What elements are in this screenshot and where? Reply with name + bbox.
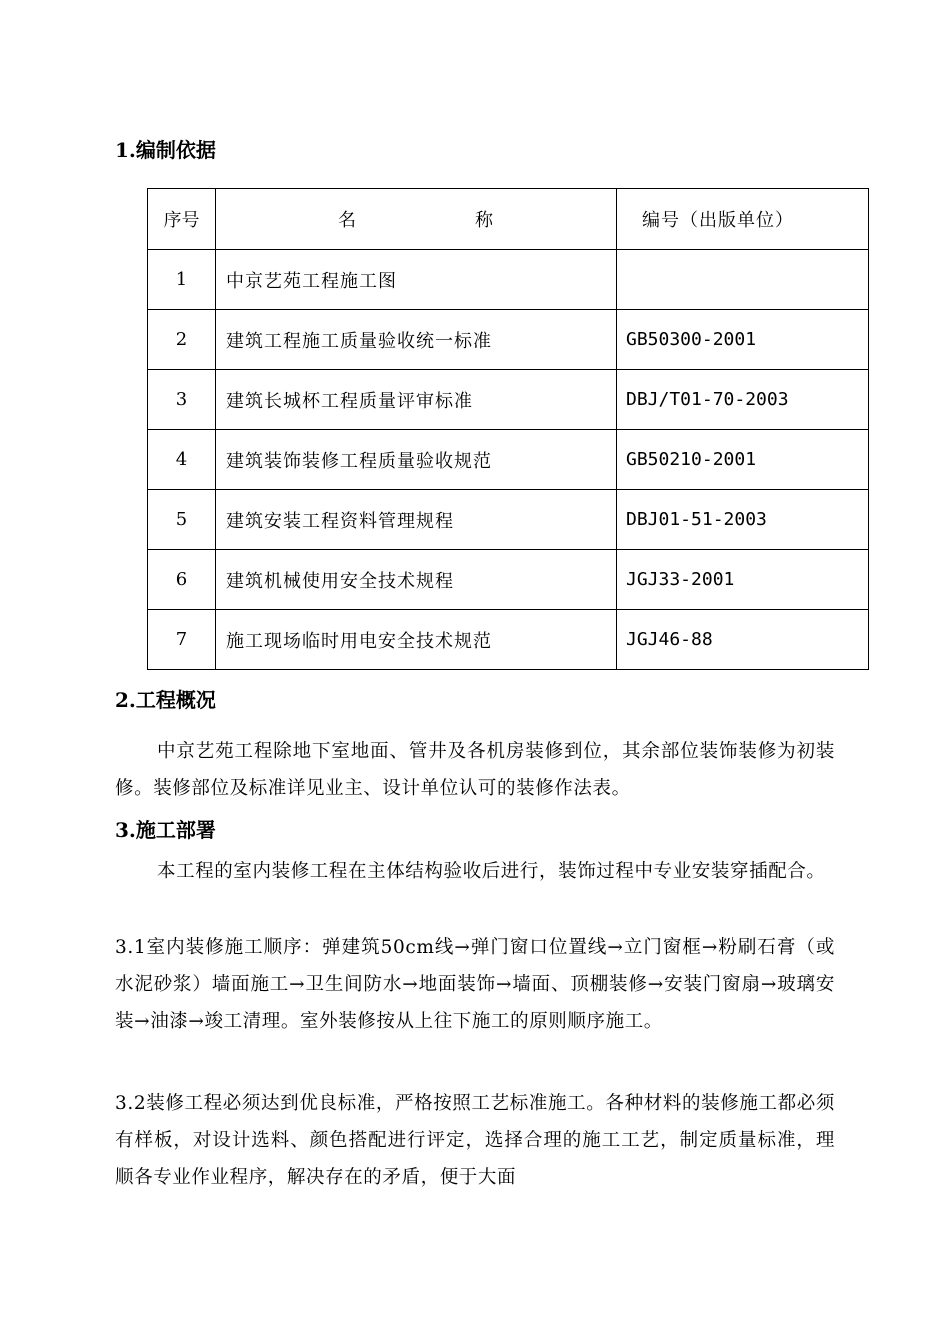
row-code: GB50300-2001	[617, 310, 869, 370]
table-row	[148, 550, 869, 610]
header-name-right: 称	[475, 210, 494, 231]
row-code	[617, 250, 869, 310]
table-row	[148, 310, 869, 370]
row-no: 4	[148, 430, 216, 490]
row-no: 6	[148, 550, 216, 610]
row-no: 1	[148, 250, 216, 310]
row-code: JGJ46-88	[617, 610, 869, 670]
section-title-deployment: 3.施工部署	[115, 818, 216, 842]
deployment-intro-paragraph: 本工程的室内装修工程在主体结构验收后进行，装饰过程中专业安装穿插配合。	[157, 861, 826, 882]
table-row	[148, 430, 869, 490]
row-no: 3	[148, 370, 216, 430]
header-no: 序号	[148, 189, 216, 250]
table-row	[148, 250, 869, 310]
row-name: 建筑长城杯工程质量评审标准	[216, 370, 617, 430]
overview-paragraph: 中京艺苑工程除地下室地面、管井及各机房装修到位，其余部位装饰装修为初装修。装修部位及标准详见业主、设计单位认可的装修作法表。	[115, 741, 835, 799]
table-row	[148, 490, 869, 550]
row-code: DBJ01-51-2003	[617, 490, 869, 550]
row-name: 中京艺苑工程施工图	[216, 250, 617, 310]
item-3-1-paragraph: 3.1室内装修施工顺序：弹建筑50cm线→弹门窗口位置线→立门窗框→粉刷石膏（或水泥砂浆）墙面施工→卫生间防水→地面装饰→墙面、顶棚装修→安装门窗扇→玻璃安装→油漆→竣工清理。室外装修按从上往下施工的原则顺序施工。	[115, 937, 835, 1032]
row-no: 5	[148, 490, 216, 550]
table-header-row	[148, 189, 869, 250]
table-row	[148, 610, 869, 670]
row-name: 建筑装饰装修工程质量验收规范	[216, 430, 617, 490]
row-code: JGJ33-2001	[617, 550, 869, 610]
header-name-left: 名	[338, 210, 357, 231]
section-title-overview: 2.工程概况	[115, 688, 216, 712]
row-name: 施工现场临时用电安全技术规范	[216, 610, 617, 670]
item-3-2-paragraph: 3.2装修工程必须达到优良标准，严格按照工艺标准施工。各种材料的装修施工都必须有样板，对设计选料、颜色搭配进行评定，选择合理的施工工艺，制定质量标准，理顺各专业作业程序，解决存在的矛盾，便于大面	[115, 1093, 835, 1188]
row-name: 建筑工程施工质量验收统一标准	[216, 310, 617, 370]
header-name	[216, 189, 617, 250]
row-no: 2	[148, 310, 216, 370]
row-name: 建筑机械使用安全技术规程	[216, 550, 617, 610]
row-name: 建筑安装工程资料管理规程	[216, 490, 617, 550]
basis-table	[147, 188, 869, 670]
row-no: 7	[148, 610, 216, 670]
row-code: DBJ/T01-70-2003	[617, 370, 869, 430]
header-code: 编号（出版单位）	[617, 189, 869, 250]
row-code: GB50210-2001	[617, 430, 869, 490]
section-title-basis: 1.编制依据	[115, 138, 216, 162]
table-row	[148, 370, 869, 430]
